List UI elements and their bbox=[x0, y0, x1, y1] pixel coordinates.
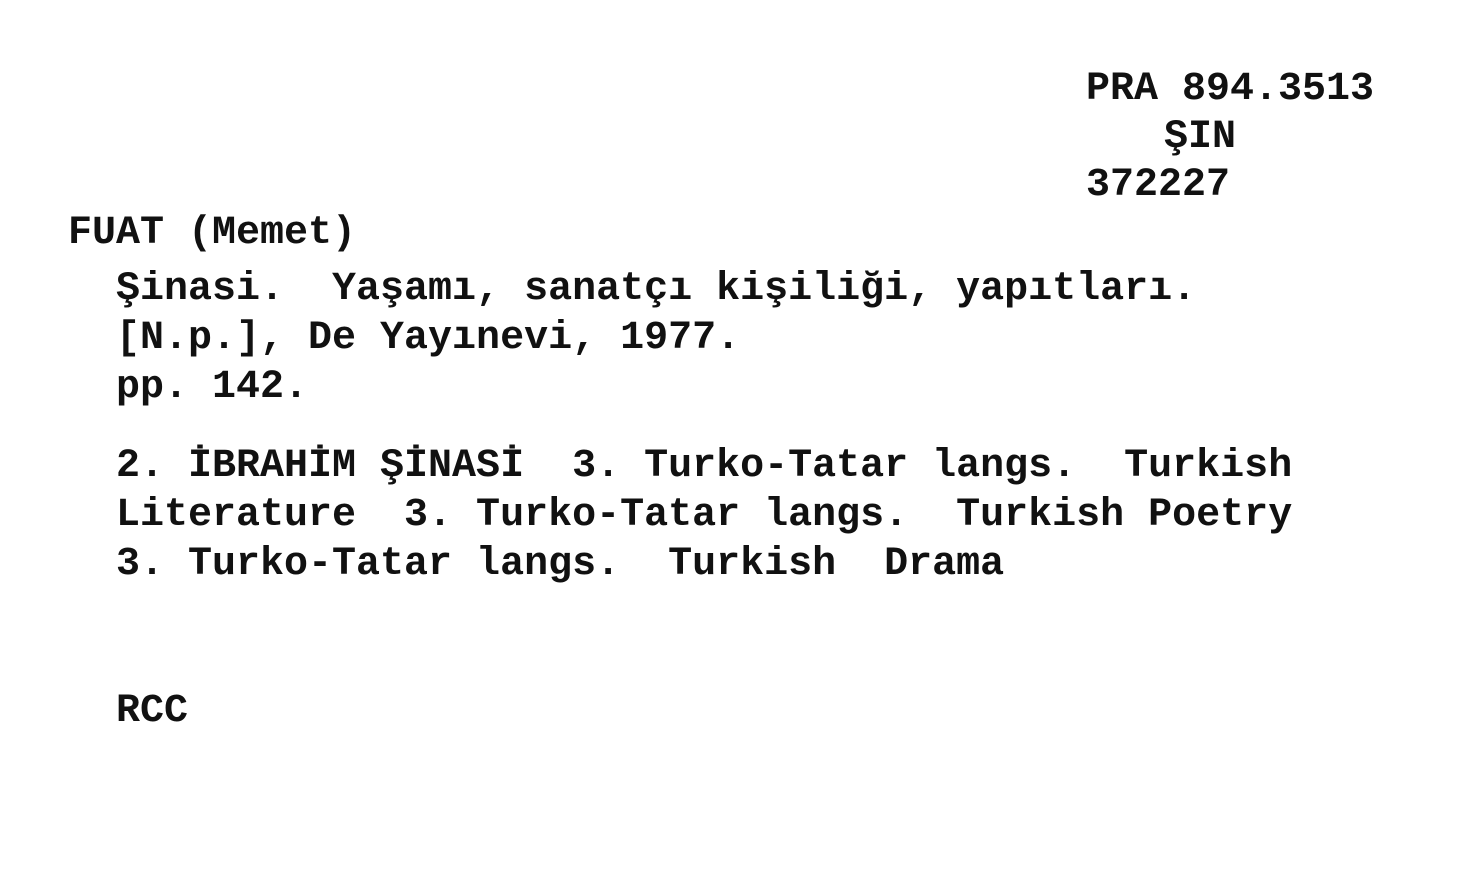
call-number-block bbox=[1086, 66, 1426, 210]
tracings-line-2: Literature 3. Turko-Tatar langs. Turkish Poetry bbox=[116, 493, 1293, 538]
author-heading: FUAT (Memet) bbox=[68, 211, 357, 256]
source-code: RCC bbox=[116, 689, 189, 734]
tracings-line-1: 2. İBRAHİM ŞİNASİ 3. Turko-Tatar langs. Turkish bbox=[116, 444, 1293, 489]
title-line-1: Şinasi. Yaşamı, sanatçı kişiliği, yapıtları. bbox=[116, 267, 1197, 312]
call-number-classification: PRA 894.3513 bbox=[1086, 67, 1375, 112]
call-number-cutter: ŞIN bbox=[1164, 115, 1237, 160]
tracings-line-3: 3. Turko-Tatar langs. Turkish Drama bbox=[116, 542, 1005, 587]
call-number-accession: 372227 bbox=[1086, 163, 1231, 208]
collation: pp. 142. bbox=[116, 365, 309, 410]
title-line-2: [N.p.], De Yayınevi, 1977. bbox=[116, 316, 741, 361]
